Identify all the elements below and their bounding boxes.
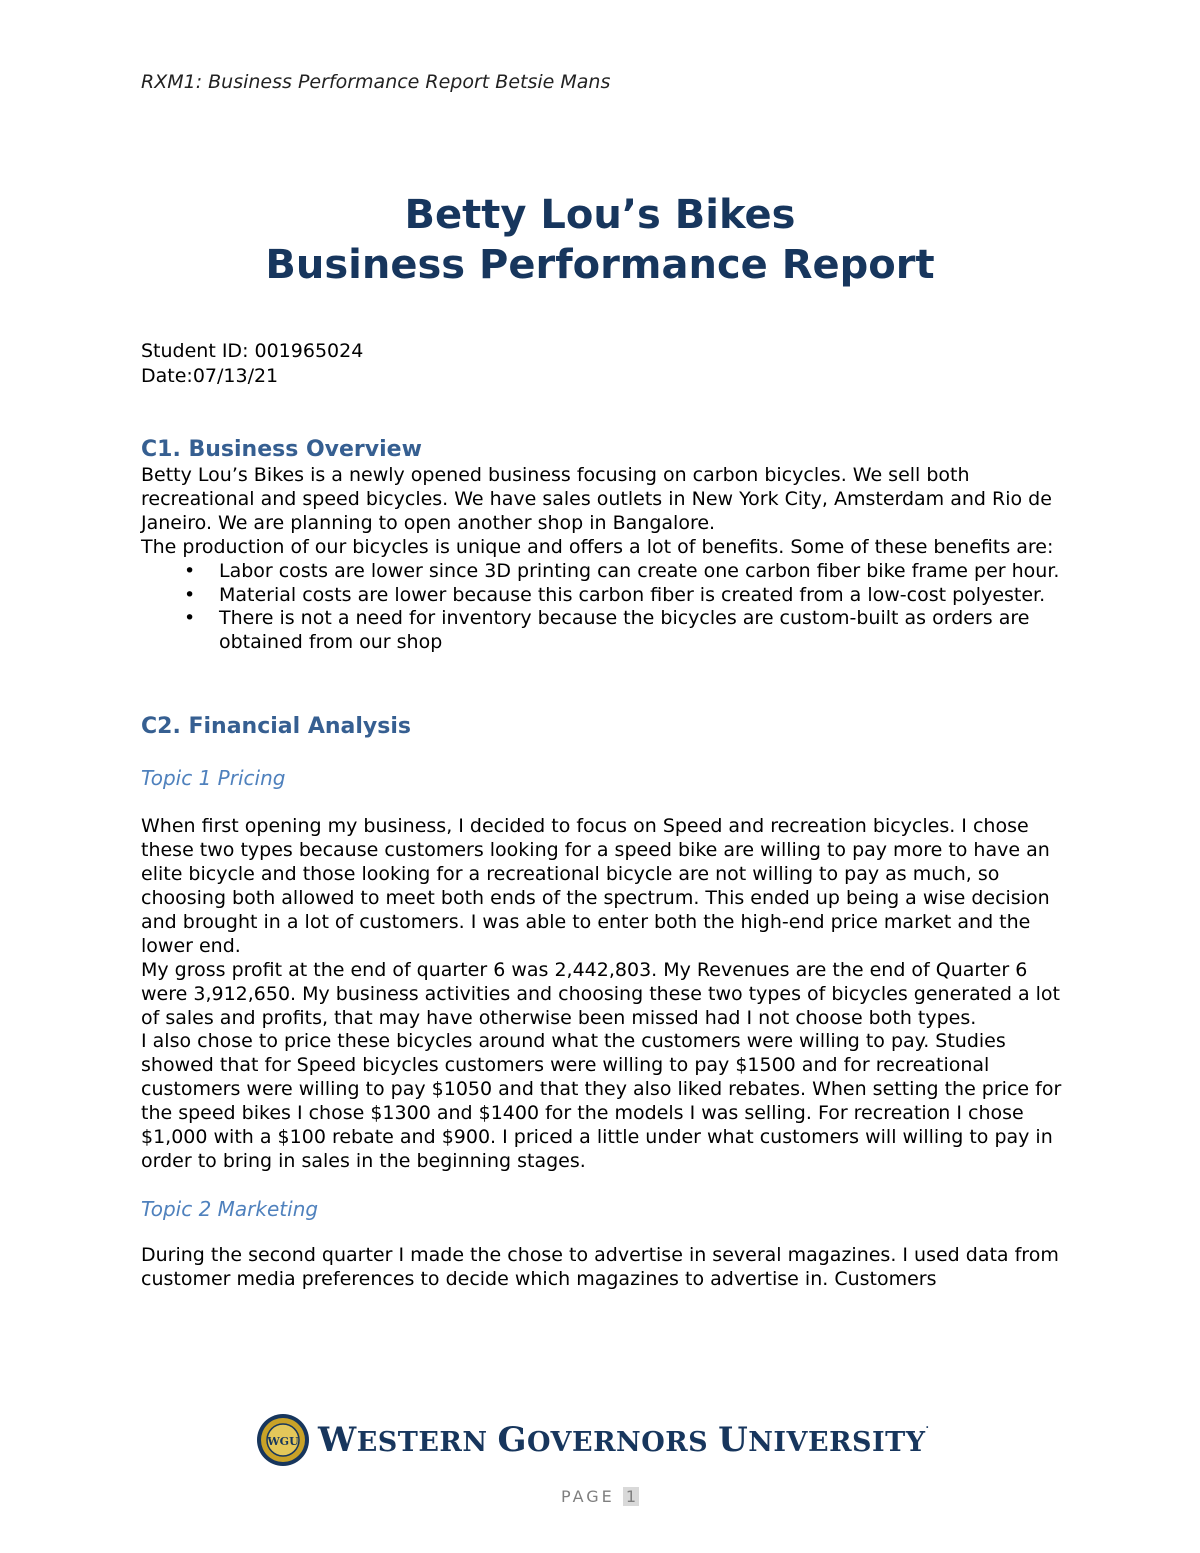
pricing-paragraph-3: I also chose to price these bicycles around what the customers were willing to pay. Studies showed that for Speed bicycles customers were willing to pay $1500 and for recreational customers were willing to pay $1050 and that they also liked rebates. When setting the price for the speed bikes I chose $1300 and $1400 for the models I was selling. For recreation I chose $1,000 with a $100 rebate and $900. I priced a little under what customers will willing to pay in order to bring in sales in the beginning stages. — [141, 1030, 1062, 1172]
list-item: • There is not a need for inventory because the bicycles are custom-built as orders are obtained from our shop — [184, 607, 1030, 654]
pricing-paragraph-1: When first opening my business, I decided to focus on Speed and recreation bicycles. I chose these two types because customers looking for a speed bike are willing to pay more to have an elite bicycle and those looking for a recreational bicycle are not willing to pay as much, so choosing both allowed to meet both ends of the spectrum. This ended up being a wise decision and brought in a lot of customers. I was able to enter both the high-end price market and the lower end. — [141, 815, 1050, 957]
university-logo — [256, 1410, 930, 1470]
pricing-paragraph-2: My gross profit at the end of quarter 6 was 2,442,803. My Revenues are the end of Quarter 6 were 3,912,650. My business activities and choosing these two types of bicycles generated a lot of sales and profits, that may have otherwise been missed had I not choose both types. — [141, 958, 1060, 1029]
section-heading-c2: C2. Financial Analysis — [141, 714, 411, 740]
list-item: • Material costs are lower because this carbon fiber is created from a low-cost polyester. — [184, 583, 1046, 606]
section-heading-c1: C1. Business Overview — [141, 437, 422, 462]
list-item: • Labor costs are lower since 3D printing can create one carbon fiber bike frame per hour. — [184, 559, 1060, 582]
page-footer — [0, 1487, 1200, 1506]
bullet-icon: • — [184, 583, 196, 606]
topic-heading-pricing: Topic 1 Pricing — [141, 766, 286, 791]
title-line-1: Betty Lou’s Bikes — [404, 192, 796, 238]
student-id: Student ID: 001965024 — [141, 340, 364, 362]
running-header: RXM1: Business Performance Report Betsie Mans — [141, 71, 611, 93]
document-title — [0, 190, 1200, 290]
student-meta — [141, 339, 363, 389]
university-seal-icon — [256, 1413, 310, 1467]
bullet-icon: • — [184, 607, 196, 630]
c1-paragraph-2: The production of our bicycles is unique and offers a lot of benefits. Some of these benefits are: — [141, 535, 1054, 558]
benefits-list — [141, 560, 1066, 656]
report-date: Date:07/13/21 — [141, 365, 279, 387]
report-body — [141, 436, 1066, 1292]
bullet-icon: • — [184, 559, 196, 582]
svg-text:WGU: WGU — [267, 1435, 299, 1448]
university-wordmark: WESTERN GOVERNORS UNIVERSITY. — [318, 1420, 930, 1460]
page-number: 1 — [623, 1487, 639, 1506]
page-label: PAGE — [560, 1487, 615, 1506]
marketing-paragraph-1: During the second quarter I made the chose to advertise in several magazines. I used data from customer media preferences to decide which magazines to advertise in. Customers — [141, 1243, 1059, 1290]
topic-heading-marketing: Topic 2 Marketing — [141, 1196, 319, 1221]
c1-paragraph-1: Betty Lou’s Bikes is a newly opened business focusing on carbon bicycles. We sell both recreational and speed bicycles. We have sales outlets in New York City, Amsterdam and Rio de Janeiro. We are planning to open another shop in Bangalore. — [141, 464, 1052, 534]
title-line-2: Business Performance Report — [265, 242, 935, 288]
